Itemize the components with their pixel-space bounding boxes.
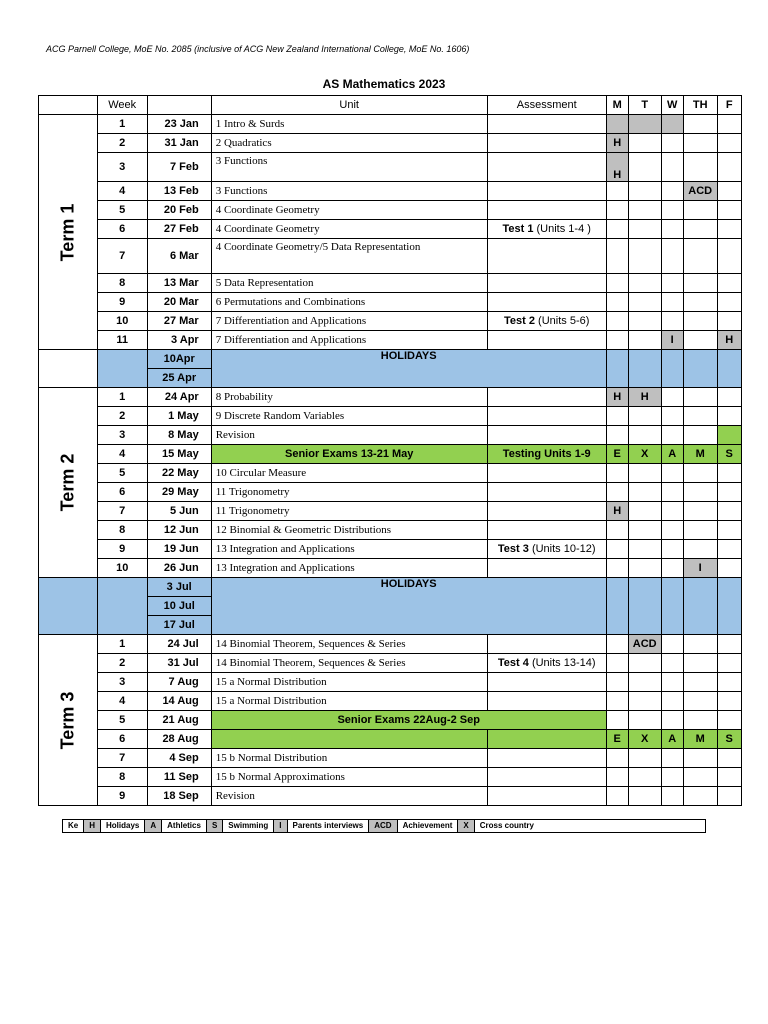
- legend-code: X: [458, 820, 474, 832]
- term-label: Term 3: [39, 635, 98, 806]
- table-row: 7 5 Jun 11 Trigonometry H: [39, 502, 742, 521]
- holiday-row: 3 Jul HOLIDAYS: [39, 578, 742, 597]
- table-row: Term 2 1 24 Apr 8 Probability H H: [39, 388, 742, 407]
- legend-code: H: [84, 820, 101, 832]
- table-row: 3 7 Aug 15 a Normal Distribution: [39, 673, 742, 692]
- legend-text: Cross country: [479, 821, 534, 830]
- table-row: 9 18 Sep Revision: [39, 787, 742, 806]
- legend-code: ACD: [369, 820, 397, 832]
- table-row: 6 29 May 11 Trigonometry: [39, 483, 742, 502]
- calendar-table: [38, 95, 742, 806]
- holiday-row: 10 Jul: [39, 597, 742, 616]
- table-row: 2 1 May 9 Discrete Random Variables: [39, 407, 742, 426]
- table-row: 2 31 Jan 2 Quadratics H: [39, 134, 742, 153]
- table-row: Term 3 1 24 Jul 14 Binomial Theorem, Sequences & Series ACD: [39, 635, 742, 654]
- col-f: F: [717, 96, 741, 115]
- holiday-row: 17 Jul: [39, 616, 742, 635]
- table-row: 11 3 Apr 7 Differentiation and Applications I H: [39, 331, 742, 350]
- holidays-label: HOLIDAYS: [211, 350, 606, 388]
- table-row: 8 11 Sep 15 b Normal Approximations: [39, 768, 742, 787]
- legend-text: Achievement: [398, 820, 459, 832]
- col-w: W: [661, 96, 683, 115]
- table-row: 5 22 May 10 Circular Measure: [39, 464, 742, 483]
- col-th: TH: [683, 96, 717, 115]
- legend-text: Athletics: [162, 820, 207, 832]
- col-assessment: Assessment: [487, 96, 606, 115]
- legend: [62, 819, 706, 833]
- table-row: 10 26 Jun 13 Integration and Applications I: [39, 559, 742, 578]
- table-row: 8 13 Mar 5 Data Representation: [39, 274, 742, 293]
- col-t: T: [628, 96, 661, 115]
- legend-code: A: [145, 820, 162, 832]
- table-row: Term 1 1 23 Jan 1 Intro & Surds: [39, 115, 742, 134]
- table-row: 9 20 Mar 6 Permutations and Combinations: [39, 293, 742, 312]
- holiday-row: 25 Apr: [39, 369, 742, 388]
- col-unit: Unit: [211, 96, 487, 115]
- table-row: 6 28 Aug E X A M S: [39, 730, 742, 749]
- table-row: 7 6 Mar 4 Coordinate Geometry/5 Data Representation: [39, 239, 742, 274]
- table-row: 4 15 May Senior Exams 13-21 May Testing Units 1-9 E X A M S: [39, 445, 742, 464]
- table-row: 6 27 Feb 4 Coordinate Geometry Test 1 (Units 1-4 ): [39, 220, 742, 239]
- table-row: 2 31 Jul 14 Binomial Theorem, Sequences & Series Test 4 (Units 13-14): [39, 654, 742, 673]
- table-row: 7 4 Sep 15 b Normal Distribution: [39, 749, 742, 768]
- holiday-row: 10Apr HOLIDAYS: [39, 350, 742, 369]
- table-row: 10 27 Mar 7 Differentiation and Applications Test 2 (Units 5-6): [39, 312, 742, 331]
- table-row: 9 19 Jun 13 Integration and Applications Test 3 (Units 10-12): [39, 540, 742, 559]
- holidays-label: HOLIDAYS: [211, 578, 606, 635]
- table-row: 4 14 Aug 15 a Normal Distribution: [39, 692, 742, 711]
- legend-text: Swimming: [223, 820, 274, 832]
- term-label: Term 2: [39, 388, 98, 578]
- legend-code: S: [207, 820, 223, 832]
- exam-banner: Senior Exams 13-21 May: [211, 445, 487, 464]
- table-row: 3 7 Feb 3 Functions H: [39, 153, 742, 182]
- table-row: 5 21 Aug Senior Exams 22Aug-2 Sep: [39, 711, 742, 730]
- col-week: Week: [97, 96, 147, 115]
- legend-text: Parents interviews: [288, 820, 370, 832]
- college-header: ACG Parnell College, MoE No. 2085 (inclusive of ACG New Zealand International College, MoE No. 1606): [46, 44, 470, 54]
- header-row: [39, 96, 742, 115]
- exam-banner: Senior Exams 22Aug-2 Sep: [211, 711, 606, 730]
- col-m: M: [606, 96, 628, 115]
- table-row: 5 20 Feb 4 Coordinate Geometry: [39, 201, 742, 220]
- page-title: AS Mathematics 2023: [322, 77, 446, 91]
- table-row: 3 8 May Revision: [39, 426, 742, 445]
- legend-text: Holidays: [101, 820, 145, 832]
- term-label: Term 1: [39, 115, 98, 350]
- legend-key: Ke: [63, 820, 84, 832]
- table-row: 4 13 Feb 3 Functions ACD: [39, 182, 742, 201]
- legend-code: I: [274, 820, 287, 832]
- table-row: 8 12 Jun 12 Binomial & Geometric Distributions: [39, 521, 742, 540]
